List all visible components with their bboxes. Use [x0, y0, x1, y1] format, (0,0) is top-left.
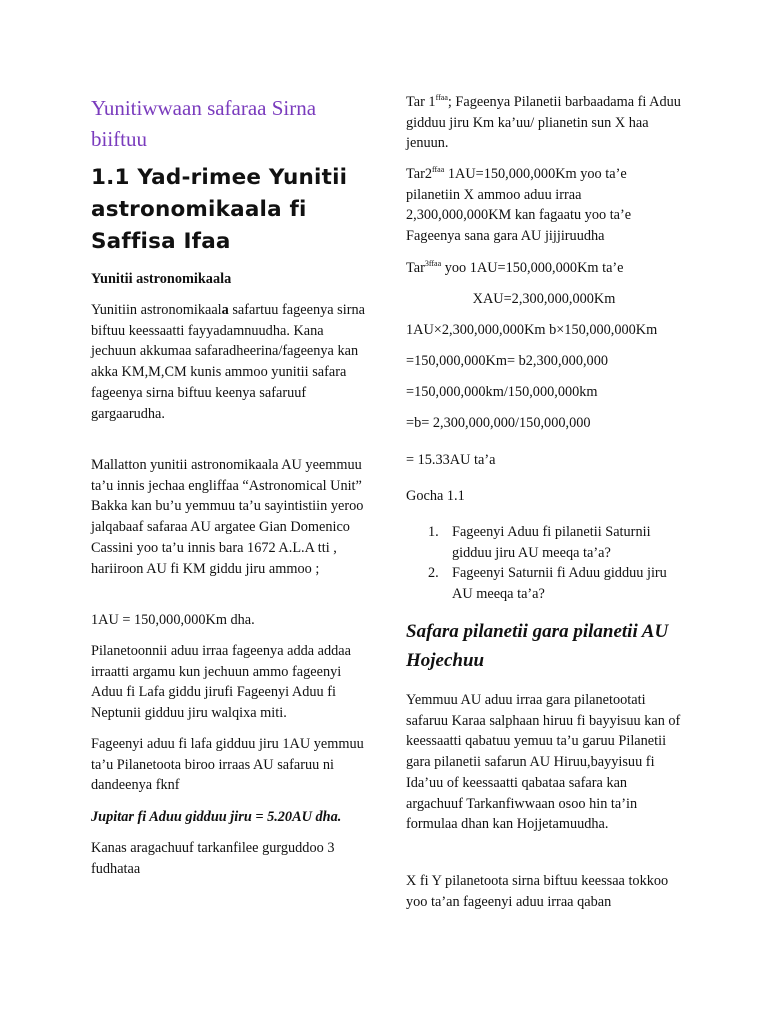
paragraph-method: Yemmuu AU aduu irraa gara pilanetootati safaruu Karaa salphaan hiruu fi bayyisuu kan of keessaatti qabatuu yemuu ta’u garuu Pilanetii gara pilanetii safarun AU Hiruu,bayyisuu fi Ida’uu of keessaatti qabataa safara kan argachuuf Tarkanfiwwaan osoo hin ta’in formulaa dhan kan Hojjetamuudha.: [406, 692, 681, 833]
step-label: Tar: [406, 260, 425, 276]
equation-5: =b= 2,300,000,000/150,000,000: [406, 415, 591, 431]
step-text: 1AU=150,000,000Km yoo ta’e pilanetiin X ammoo aduu irraa 2,300,000,000KM kan fagaatu yoo ta’e Fageenya sana gara AU jijjiruudha: [406, 166, 632, 245]
paragraph-earth-sun: Fageenyi aduu fi lafa gidduu jiru 1AU yemmuu ta’u Pilanetoota biroo irraas AU safaruu ni dandeenya fknf: [91, 736, 364, 794]
paragraph-distances: Pilanetoonnii aduu irraa fageenya adda addaa irraatti argamu kun jechuun ammo fageenyi Aduu fi Lafa giddu jirufi Fageenyi Aduu fi Neptunii gidduu jiru walqixa miti.: [91, 643, 352, 722]
paragraph-steps: Kanas aragachuuf tarkanfilee gurguddoo 3 fudhataa: [91, 840, 335, 877]
exercise-label: Gocha 1.1: [406, 488, 465, 504]
step-text: yoo 1AU=150,000,000Km ta’e: [441, 260, 624, 276]
paragraph-au-value: 1AU = 150,000,000Km dha.: [91, 612, 255, 628]
step-label: Tar 1: [406, 94, 436, 110]
equation-result: = 15.33AU ta’a: [406, 452, 496, 468]
step-2: [406, 164, 684, 247]
subheading: Yunitii astronomikaala: [91, 271, 232, 287]
list-number: 1.: [428, 524, 439, 540]
step-1: [406, 92, 684, 154]
list-text: Fageenyi Aduu fi pilanetii Saturnii gidduu jiru AU meeqa ta’a?: [452, 524, 651, 561]
bold-letter: a: [221, 302, 229, 318]
exercise-list: [406, 522, 684, 605]
step-superscript: ffaa: [435, 93, 448, 103]
section-heading: 1.1 Yad-rimee Yunitii astronomikaala fi Saffisa Ifaa: [91, 165, 348, 254]
list-number: 2.: [428, 565, 439, 582]
step-superscript: 3ffaa: [424, 259, 442, 269]
paragraph-text: safartuu fageenya sirna biftuu keessaatti fayyadamnuudha. Kana jechuun akkumaa safaradheerina/fageenya kan akka KM,M,CM kunis ammoo yunitii safara fageenya sirna biftuu keenya safaruuf gargaarudha.: [91, 302, 365, 422]
equation-3: =150,000,000Km= b2,300,000,000: [406, 353, 608, 369]
equation-2: 1AU×2,300,000,000Km b×150,000,000Km: [406, 322, 658, 338]
paragraph-definition: [91, 300, 366, 424]
equation-4: =150,000,000km/150,000,000km: [406, 384, 598, 400]
equation-1: XAU=2,300,000,000Km: [472, 291, 616, 307]
step-label: Tar2: [406, 166, 432, 182]
step-text: ; Fageenya Pilanetii barbaadama fi Aduu gidduu jiru Km ka’uu/ plianetin sun X haa jenuun.: [406, 94, 681, 152]
paragraph-jupiter: Jupitar fi Aduu gidduu jiru = 5.20AU dha.: [91, 809, 342, 825]
list-item: [406, 563, 684, 604]
section-heading-2: Safara pilanetii gara pilanetii AU Hojechuu: [406, 621, 669, 671]
list-item: [406, 522, 684, 563]
step-superscript: ffaa: [432, 165, 445, 175]
step-3: [406, 258, 684, 279]
paragraph-xy: X fi Y pilanetoota sirna biftuu keessaa tokkoo yoo ta’an fageenyi aduu irraa qaban: [406, 873, 669, 910]
list-text: Fageenyi Saturnii fi Aduu gidduu jiru AU meeqa ta’a?: [452, 565, 667, 603]
paragraph-text: Yunitiin astronomikaal: [91, 302, 222, 318]
document-title: Yunitiwwaan safaraa Sirna biiftuu: [91, 96, 317, 151]
paragraph-au-symbol: Mallatton yunitii astronomikaala AU yeemmuu ta’u innis jechaa engliffaa “Astronomical Unit” Bakka kan bu’u yemmuu ta’u sayintistiin yeroo jalqabaaf safaraa AU argatee Gian Domenico Cassini yoo ta’u innis bara 1672 A.L.A tti , hariiroon AU fi KM giddu jiru ammoo ;: [91, 457, 364, 577]
